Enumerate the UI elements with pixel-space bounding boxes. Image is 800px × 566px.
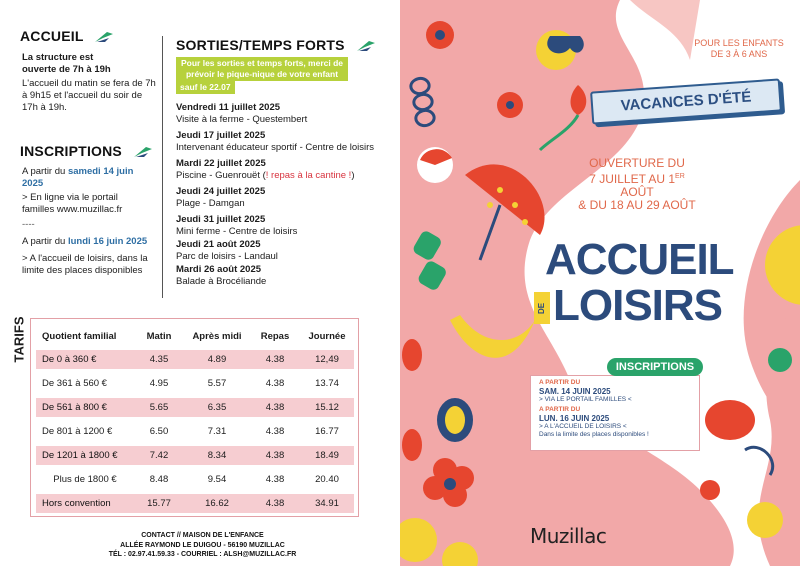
column-header: Journée <box>308 331 346 342</box>
table-row: Plus de 1800 € 8.48 9.54 4.38 20.40 <box>53 474 339 485</box>
tarifs-label: TARIFS <box>11 316 27 363</box>
arrow-icon <box>93 30 115 44</box>
inscriptions-heading: INSCRIPTIONS <box>20 143 154 159</box>
column-header: Après midi <box>192 331 242 342</box>
tarifs-table <box>36 323 354 518</box>
age-range: POUR LES ENFANTS DE 3 À 6 ANS <box>694 38 784 59</box>
table-row: De 0 à 360 € 4.35 4.89 4.38 12,49 <box>36 350 354 369</box>
accueil-hours: La structure est ouverte de 7h à 19h <box>22 52 111 75</box>
title-de: DE <box>534 292 550 324</box>
outing-item: Mardi 26 août 2025 Balade à Brocéliande <box>176 264 267 287</box>
column-divider <box>162 36 163 298</box>
inscription-accueil: > A l'accueil de loisirs, dans la limite des places disponibles <box>22 253 148 276</box>
inscription-online: > En ligne via le portail familles www.muzillac.fr <box>22 192 123 215</box>
notice-exception: sauf le 22.07 <box>176 81 235 94</box>
inscription-date-1: A partir du samedi 14 juin 2025 <box>22 166 134 189</box>
outing-item: Mardi 22 juillet 2025 Piscine - Guenrouët (! repas à la cantine !) <box>176 158 355 181</box>
column-header: Quotient familial <box>42 331 117 342</box>
muzillac-logo: Muzillac <box>530 524 607 548</box>
accueil-heading: ACCUEIL <box>20 28 115 44</box>
outing-item: Vendredi 11 juillet 2025 Visite à la ferme - Questembert <box>176 102 308 125</box>
arrow-icon <box>132 145 154 159</box>
vacances-banner: VACANCES D'ÉTÉ <box>590 78 782 124</box>
contact-block: CONTACT // MAISON DE L'ENFANCE ALLÉE RAYMOND LE DUIGOU - 56190 MUZILLAC TÉL : 02.97.41.59.33 - COURRIEL : ALSH@MUZILLAC.FR <box>108 532 297 558</box>
accueil-details: L'accueil du matin se fera de 7h à 9h15 et l'accueil du soir de 17h à 19h. <box>22 78 156 113</box>
table-header-row <box>36 328 354 345</box>
outing-item: Jeudi 17 juillet 2025 Intervenant éducateur sportif - Centre de loisirs <box>176 130 375 153</box>
title-loisirs: LOISIRS <box>553 281 723 330</box>
table-row: De 1201 à 1800 € 7.42 8.34 4.38 18.49 <box>36 446 354 465</box>
opening-dates: OUVERTURE DU 7 JUILLET AU 1ER AOÛT & DU 18 AU 29 AOÛT <box>578 156 696 212</box>
sorties-heading: SORTIES/TEMPS FORTS <box>176 37 377 53</box>
inscriptions-box: A PARTIR DU SAM. 14 JUIN 2025 > VIA LE PORTAIL FAMILLES < A PARTIR DU LUN. 16 JUIN 2025 > A L'ACCUEIL DE LOISIRS < Dans la limite des places disponibles ! <box>530 375 700 451</box>
table-row: De 801 à 1200 € 6.50 7.31 4.38 16.77 <box>42 426 339 437</box>
column-header: Repas <box>260 331 290 342</box>
separator: ---- <box>22 219 35 230</box>
outing-item: Jeudi 21 août 2025 Parc de loisirs - Landaul <box>176 239 278 262</box>
inscriptions-tag: INSCRIPTIONS <box>607 358 703 376</box>
flower-icon <box>426 21 454 49</box>
table-row: De 361 à 560 € 4.95 5.57 4.38 13.74 <box>42 378 339 389</box>
title-accueil: ACCUEIL <box>545 235 734 284</box>
arrow-icon <box>355 39 377 53</box>
outing-item: Jeudi 24 juillet 2025 Plage - Damgan <box>176 186 266 209</box>
outing-item: Jeudi 31 juillet 2025 Mini ferme - Centre de loisirs <box>176 214 298 237</box>
column-header: Matin <box>146 331 172 342</box>
table-row: De 561 à 800 € 5.65 6.35 4.38 15.12 <box>36 398 354 417</box>
inscription-date-2: A partir du lundi 16 juin 2025 <box>22 236 148 247</box>
outing-list <box>176 102 376 287</box>
pique-nique-notice: Pour les sorties et temps forts, merci de prévoir le pique-nique de votre enfant <box>176 57 348 81</box>
table-row: Hors convention 15.77 16.62 4.38 34.91 <box>36 494 354 513</box>
